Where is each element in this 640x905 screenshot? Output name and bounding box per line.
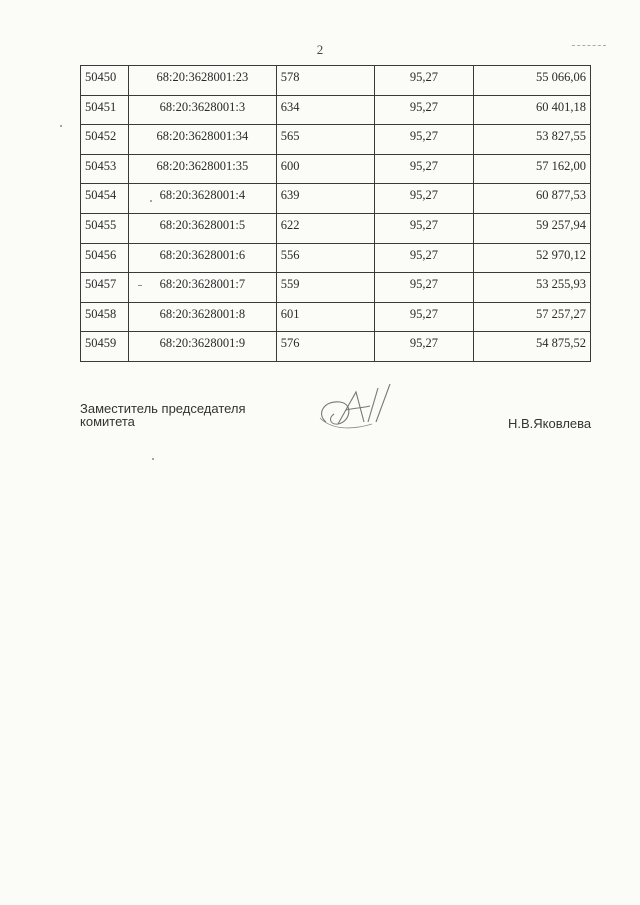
cell-id: 50453: [81, 154, 129, 184]
cell-cadastral-value: 53 255,93: [474, 273, 591, 303]
cell-cadastral-value: 60 877,53: [474, 184, 591, 214]
table-row: [81, 273, 591, 303]
cell-cadastral-value: 53 827,55: [474, 125, 591, 155]
cell-id: 50452: [81, 125, 129, 155]
cell-rate: 95,27: [374, 302, 474, 332]
cell-id: 50457: [81, 273, 129, 303]
signer-title-line1: Заместитель председателя: [80, 401, 246, 416]
cell-area: 601: [276, 302, 374, 332]
cell-area: 578: [276, 66, 374, 96]
cell-cadastral-value: 57 162,00: [474, 154, 591, 184]
cell-cadastral-value: 52 970,12: [474, 243, 591, 273]
scan-speck: [138, 285, 142, 286]
cell-id: 50450: [81, 66, 129, 96]
cell-area: 622: [276, 213, 374, 243]
signer-name: Н.В.Яковлева: [508, 416, 592, 431]
scan-speck: [150, 200, 152, 202]
cell-cadastral-number: 68:20:3628001:35: [128, 154, 276, 184]
cell-rate: 95,27: [374, 125, 474, 155]
page-number: 2: [316, 42, 324, 57]
cell-rate: 95,27: [374, 243, 474, 273]
handwritten-signature: [312, 378, 412, 434]
cell-cadastral-value: 60 401,18: [474, 95, 591, 125]
cell-cadastral-number: 68:20:3628001:8: [128, 302, 276, 332]
scan-speck: [152, 458, 154, 460]
cell-id: 50459: [81, 332, 129, 362]
table-row: [81, 332, 591, 362]
cell-cadastral-value: 57 257,27: [474, 302, 591, 332]
cell-rate: 95,27: [374, 273, 474, 303]
scan-corner-mark: [572, 45, 606, 48]
cell-area: 556: [276, 243, 374, 273]
cell-id: 50458: [81, 302, 129, 332]
cell-id: 50456: [81, 243, 129, 273]
cell-cadastral-number: 68:20:3628001:34: [128, 125, 276, 155]
cell-id: 50455: [81, 213, 129, 243]
cell-cadastral-number: 68:20:3628001:7: [128, 273, 276, 303]
cell-area: 634: [276, 95, 374, 125]
table-row: [81, 184, 591, 214]
cell-cadastral-number: 68:20:3628001:3: [128, 95, 276, 125]
cell-area: 600: [276, 154, 374, 184]
cell-cadastral-number: 68:20:3628001:6: [128, 243, 276, 273]
cadastral-value-table: [80, 65, 591, 362]
cell-rate: 95,27: [374, 66, 474, 96]
signer-title: [80, 402, 246, 428]
table-row: [81, 154, 591, 184]
cell-area: 559: [276, 273, 374, 303]
cell-id: 50454: [81, 184, 129, 214]
cell-area: 639: [276, 184, 374, 214]
table-row: [81, 243, 591, 273]
cell-cadastral-number: 68:20:3628001:4: [128, 184, 276, 214]
cell-id: 50451: [81, 95, 129, 125]
cell-cadastral-number: 68:20:3628001:5: [128, 213, 276, 243]
cell-rate: 95,27: [374, 184, 474, 214]
cell-cadastral-number: 68:20:3628001:9: [128, 332, 276, 362]
table-row: [81, 302, 591, 332]
table-row: [81, 66, 591, 96]
table-row: [81, 213, 591, 243]
table-row: [81, 95, 591, 125]
cell-area: 565: [276, 125, 374, 155]
cell-cadastral-value: 54 875,52: [474, 332, 591, 362]
cell-cadastral-number: 68:20:3628001:23: [128, 66, 276, 96]
cell-cadastral-value: 59 257,94: [474, 213, 591, 243]
signer-title-line2: комитета: [80, 414, 135, 429]
cell-rate: 95,27: [374, 213, 474, 243]
cell-rate: 95,27: [374, 332, 474, 362]
scan-speck: [60, 125, 62, 127]
cell-rate: 95,27: [374, 95, 474, 125]
cell-rate: 95,27: [374, 154, 474, 184]
cell-cadastral-value: 55 066,06: [474, 66, 591, 96]
table-row: [81, 125, 591, 155]
cell-area: 576: [276, 332, 374, 362]
